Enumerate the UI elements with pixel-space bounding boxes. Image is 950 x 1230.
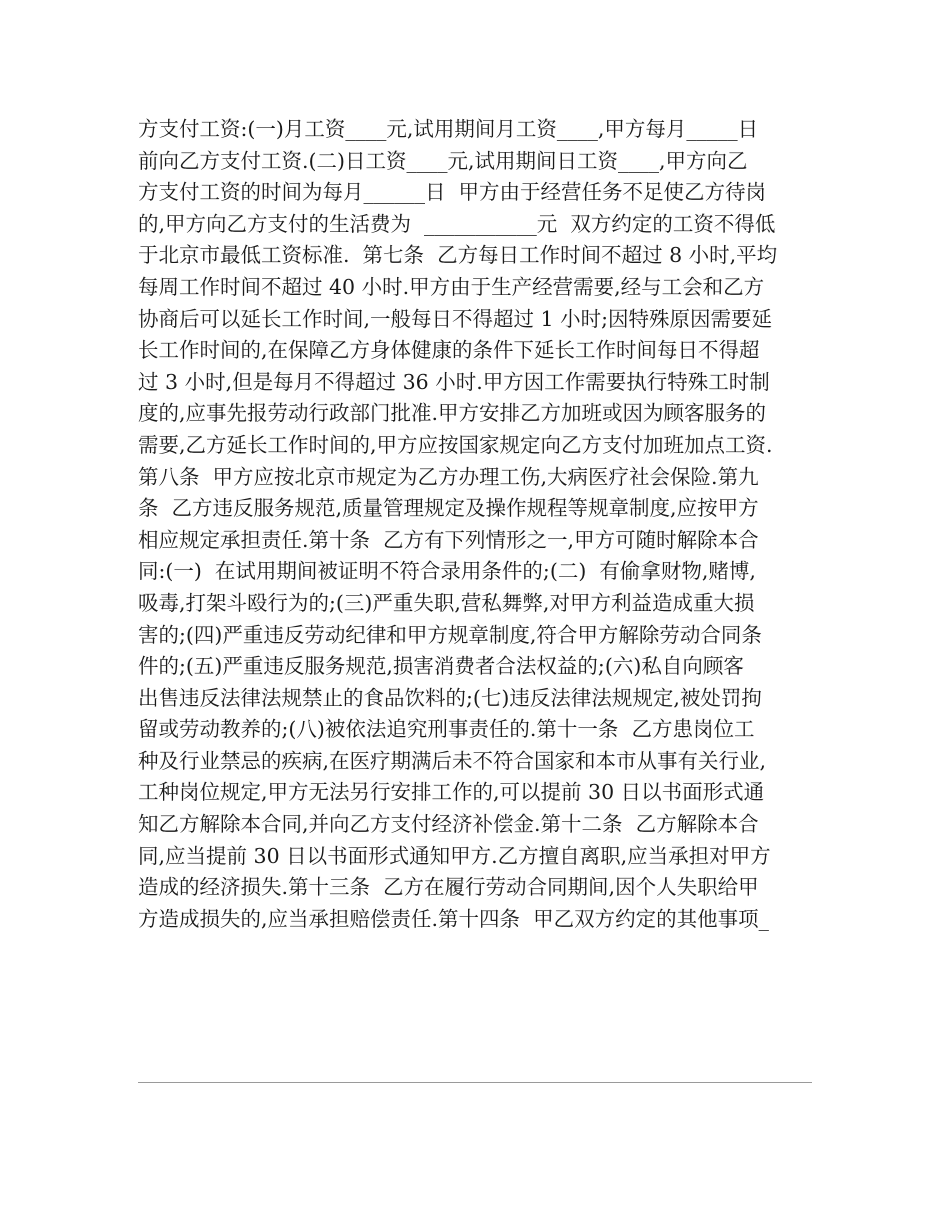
- text-line: 前向乙方支付工资.(二)日工资____元,试用期间日工资____,甲方向乙: [138, 148, 748, 173]
- text-line: 第八条 甲方应按北京市规定为乙方办理工伤,大病医疗社会保险.第九: [138, 464, 759, 489]
- horizontal-rule: [138, 1082, 812, 1083]
- text-line: 同,应当提前 30 日以书面形式通知甲方.乙方擅自离职,应当承担对甲方: [138, 843, 771, 868]
- text-line: 留或劳动教养的;(八)被依法追究刑事责任的.第十一条 乙方患岗位工: [138, 717, 755, 742]
- text-line: 害的;(四)严重违反劳动纪律和甲方规章制度,符合甲方解除劳动合同条: [138, 622, 762, 647]
- text-line: 条 乙方违反服务规范,质量管理规定及操作规程等规章制度,应按甲方: [138, 496, 759, 521]
- text-line: 方支付工资的时间为每月______日 甲方由于经营任务不足使乙方待岗: [138, 180, 767, 205]
- text-line: 种及行业禁忌的疾病,在医疗期满后未不符合国家和本市从事有关行业,: [138, 748, 767, 773]
- text-line: 件的;(五)严重违反服务规范,损害消费者合法权益的;(六)私自向顾客: [138, 654, 744, 679]
- text-line: 过 3 小时,但是每月不得超过 36 小时.甲方因工作需要执行特殊工时制: [138, 369, 770, 394]
- text-line: 吸毒,打架斗殴行为的;(三)严重失职,营私舞弊,对甲方利益造成重大损: [138, 590, 755, 615]
- text-line: 的,甲方向乙方支付的生活费为 ___________元 双方约定的工资不得低: [138, 211, 776, 236]
- text-line: 造成的经济损失.第十三条 乙方在履行劳动合同期间,因个人失职给甲: [138, 875, 759, 900]
- text-line: 相应规定承担责任.第十条 乙方有下列情形之一,甲方可随时解除本合: [138, 527, 759, 552]
- text-line: 每周工作时间不超过 40 小时.甲方由于生产经营需要,经与工会和乙方: [138, 274, 765, 299]
- text-line: 方造成损失的,应当承担赔偿责任.第十四条 甲乙双方约定的其他事项_: [138, 906, 769, 931]
- text-line: 协商后可以延长工作时间,一般每日不得超过 1 小时;因特殊原因需要延: [138, 306, 772, 331]
- text-line: 方支付工资:(一)月工资____元,试用期间月工资____,甲方每月_____日: [138, 117, 759, 141]
- text-line: 度的,应事先报劳动行政部门批准.甲方安排乙方加班或因为顾客服务的: [138, 401, 767, 426]
- text-line: 知乙方解除本合同,并向乙方支付经济补偿金.第十二条 乙方解除本合: [138, 812, 759, 837]
- text-line: 同:(一) 在试用期间被证明不符合录用条件的;(二) 有偷拿财物,赌博,: [138, 559, 756, 584]
- contract-body-text: [138, 114, 818, 935]
- text-line: 出售违反法律法规禁止的食品饮料的;(七)违反法律法规规定,被处罚拘: [138, 685, 762, 710]
- text-line: 于北京市最低工资标准. 第七条 乙方每日工作时间不超过 8 小时,平均: [138, 243, 778, 268]
- text-line: 长工作时间的,在保障乙方身体健康的条件下延长工作时间每日不得超: [138, 338, 760, 363]
- text-line: 工种岗位规定,甲方无法另行安排工作的,可以提前 30 日以书面形式通: [138, 780, 765, 805]
- text-line: 需要,乙方延长工作时间的,甲方应按国家规定向乙方支付加班加点工资.: [138, 432, 773, 457]
